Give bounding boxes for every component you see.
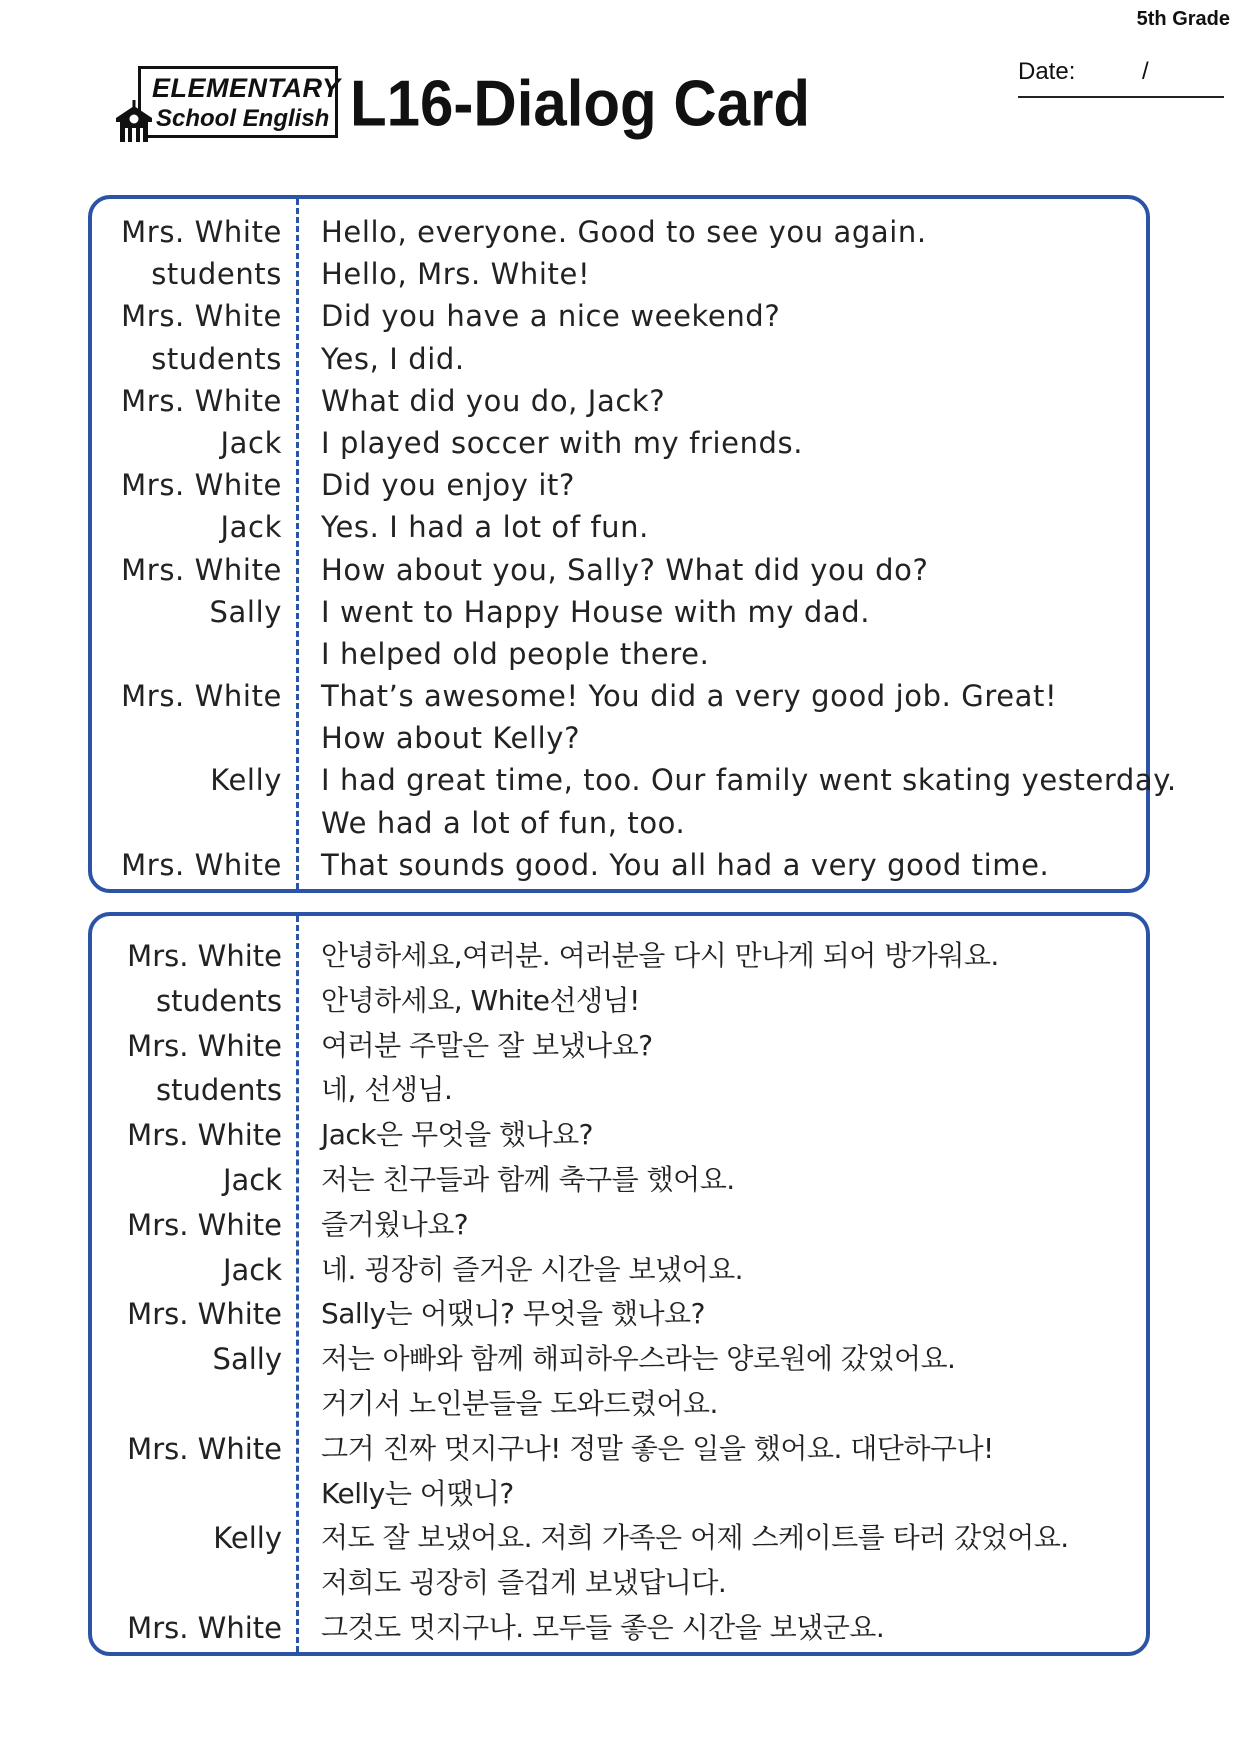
speaker-name: Sally	[212, 1342, 282, 1377]
dialog-row	[92, 802, 1146, 844]
speaker-name	[92, 802, 282, 844]
speaker-name: Mrs. White	[127, 1207, 282, 1242]
korean-dialog-rows	[92, 934, 1146, 1651]
speaker-name: Mrs. White	[127, 1297, 282, 1332]
speaker-name: Mrs. White	[127, 1028, 282, 1063]
dialog-row	[92, 979, 1146, 1024]
dialog-row	[92, 211, 1146, 253]
dialog-line: Yes, I did.	[321, 341, 465, 376]
dialog-row	[92, 506, 1146, 548]
dialog-line: What did you do, Jack?	[321, 383, 666, 418]
dialog-line: 안녕하세요, White선생님!	[321, 983, 640, 1017]
speaker-name	[92, 633, 282, 675]
dialog-row	[92, 1203, 1146, 1248]
dialog-line: 즐거웠나요?	[321, 1207, 469, 1241]
speaker-name: students	[151, 257, 282, 292]
dialog-line: How about you, Sally? What did you do?	[321, 552, 929, 587]
date-slash: /	[1142, 58, 1149, 85]
speaker-name: Mrs. White	[121, 215, 282, 249]
dialog-row	[92, 338, 1146, 380]
dialog-line: 네. 굉장히 즐거운 시간을 보냈어요.	[321, 1252, 744, 1286]
speaker-name: Mrs. White	[121, 847, 282, 882]
dialog-row	[92, 675, 1146, 717]
dialog-line: I played soccer with my friends.	[321, 425, 804, 460]
speaker-name: Sally	[209, 594, 282, 629]
dialog-row	[92, 1292, 1146, 1337]
dialog-row	[92, 591, 1146, 633]
korean-dialog-panel	[88, 912, 1150, 1656]
dialog-line: 그거 진짜 멋지구나! 정말 좋은 일을 했어요. 대단하구나!	[321, 1431, 994, 1465]
speaker-name: Jack	[222, 1252, 282, 1287]
speaker-name: students	[156, 1073, 282, 1108]
grade-label: 5th Grade	[1136, 8, 1230, 30]
dialog-row	[92, 1248, 1146, 1293]
dialog-row	[92, 1561, 1146, 1606]
speaker-name: Mrs. White	[121, 679, 282, 714]
dialog-row	[92, 422, 1146, 464]
dialog-row	[92, 1427, 1146, 1472]
logo-text-elementary: ELEMENTARY	[152, 73, 341, 103]
dialog-row	[92, 1382, 1146, 1427]
speaker-name: Jack	[220, 510, 282, 545]
dialog-row	[92, 1472, 1146, 1517]
dialog-line: 여러분 주말은 잘 보냈나요?	[321, 1028, 653, 1062]
dialog-line: 저는 아빠와 함께 해피하우스라는 양로원에 갔었어요.	[321, 1342, 956, 1376]
speaker-name: Mrs. White	[121, 299, 282, 334]
dialog-line: That sounds good. You all had a very good time.	[321, 847, 1050, 882]
dialog-row	[92, 1024, 1146, 1069]
dialog-row	[92, 1606, 1146, 1651]
english-dialog-rows	[92, 211, 1177, 886]
dialog-row	[92, 1516, 1146, 1561]
dialog-row	[92, 549, 1146, 591]
dialog-row	[92, 464, 1146, 506]
dialog-line: That’s awesome! You did a very good job. Great!	[321, 679, 1058, 714]
date-field	[1018, 56, 1224, 98]
speaker-name	[92, 1561, 282, 1606]
dialog-row	[92, 1158, 1146, 1203]
speaker-name: Jack	[222, 1162, 282, 1197]
date-label: Date:	[1018, 58, 1076, 85]
speaker-name: Mrs. White	[127, 1431, 282, 1466]
dialog-row	[92, 934, 1146, 979]
speaker-name: Mrs. White	[127, 1118, 282, 1153]
speaker-name: Mrs. White	[127, 1610, 282, 1645]
speaker-name: Mrs. White	[127, 939, 282, 973]
dialog-line: Hello, Mrs. White!	[321, 257, 591, 292]
dialog-row	[92, 759, 1177, 801]
dialog-line: 저는 친구들과 함께 축구를 했어요.	[321, 1162, 735, 1196]
dialog-row	[92, 717, 1146, 759]
dialog-row	[92, 295, 1146, 337]
dialog-line: 저도 잘 보냈어요. 저희 가족은 어제 스케이트를 타러 갔었어요.	[321, 1521, 1069, 1555]
dialog-row	[92, 844, 1146, 886]
dialog-line: 거기서 노인분들을 도와드렸어요.	[321, 1386, 718, 1420]
dialog-line: 저희도 굉장히 즐겁게 보냈답니다.	[321, 1566, 727, 1600]
school-building-icon	[112, 98, 156, 144]
dialog-line: I had great time, too. Our family went skating yesterday.	[321, 763, 1177, 798]
dialog-row	[92, 1113, 1146, 1158]
dialog-row	[92, 380, 1146, 422]
dialog-line: Kelly는 어땠니?	[321, 1476, 514, 1510]
dialog-line: Sally는 어땠니? 무엇을 했나요?	[321, 1297, 705, 1331]
speaker-name	[92, 717, 282, 759]
dialog-row	[92, 1068, 1146, 1113]
dialog-row	[92, 1337, 1146, 1382]
dialog-line: Jack은 무엇을 했나요?	[321, 1118, 594, 1152]
dialog-line: We had a lot of fun, too.	[321, 805, 686, 840]
dialog-line: How about Kelly?	[321, 721, 581, 756]
speaker-name: Mrs. White	[121, 383, 282, 418]
dialog-line: I went to Happy House with my dad.	[321, 594, 871, 629]
speaker-name: Jack	[220, 425, 282, 460]
dialog-line: 네, 선생님.	[321, 1073, 453, 1107]
dialog-row	[92, 633, 1146, 675]
speaker-name: Kelly	[210, 763, 282, 798]
dialog-line: 안녕하세요,여러분. 여러분을 다시 만나게 되어 방가워요.	[321, 939, 999, 972]
dialog-line: Hello, everyone. Good to see you again.	[321, 215, 927, 249]
speaker-name: students	[156, 983, 282, 1018]
speaker-name: Mrs. White	[121, 552, 282, 587]
speaker-name: students	[151, 341, 282, 376]
speaker-name: Mrs. White	[121, 468, 282, 503]
dialog-line: I helped old people there.	[321, 636, 710, 671]
elementary-school-english-logo	[112, 66, 344, 144]
english-dialog-panel	[88, 195, 1177, 893]
speaker-name	[92, 1472, 282, 1517]
page-title: L16-Dialog Card	[350, 67, 811, 140]
dialog-row	[92, 253, 1146, 295]
dialog-line: Did you enjoy it?	[321, 468, 575, 503]
dialog-line: Yes. I had a lot of fun.	[321, 510, 649, 545]
logo-text-school-english: School English	[156, 105, 330, 132]
dialog-line: Did you have a nice weekend?	[321, 299, 781, 334]
speaker-name: Kelly	[213, 1521, 282, 1556]
speaker-name	[92, 1382, 282, 1427]
dialog-line: 그것도 멋지구나. 모두들 좋은 시간을 보냈군요.	[321, 1610, 885, 1644]
